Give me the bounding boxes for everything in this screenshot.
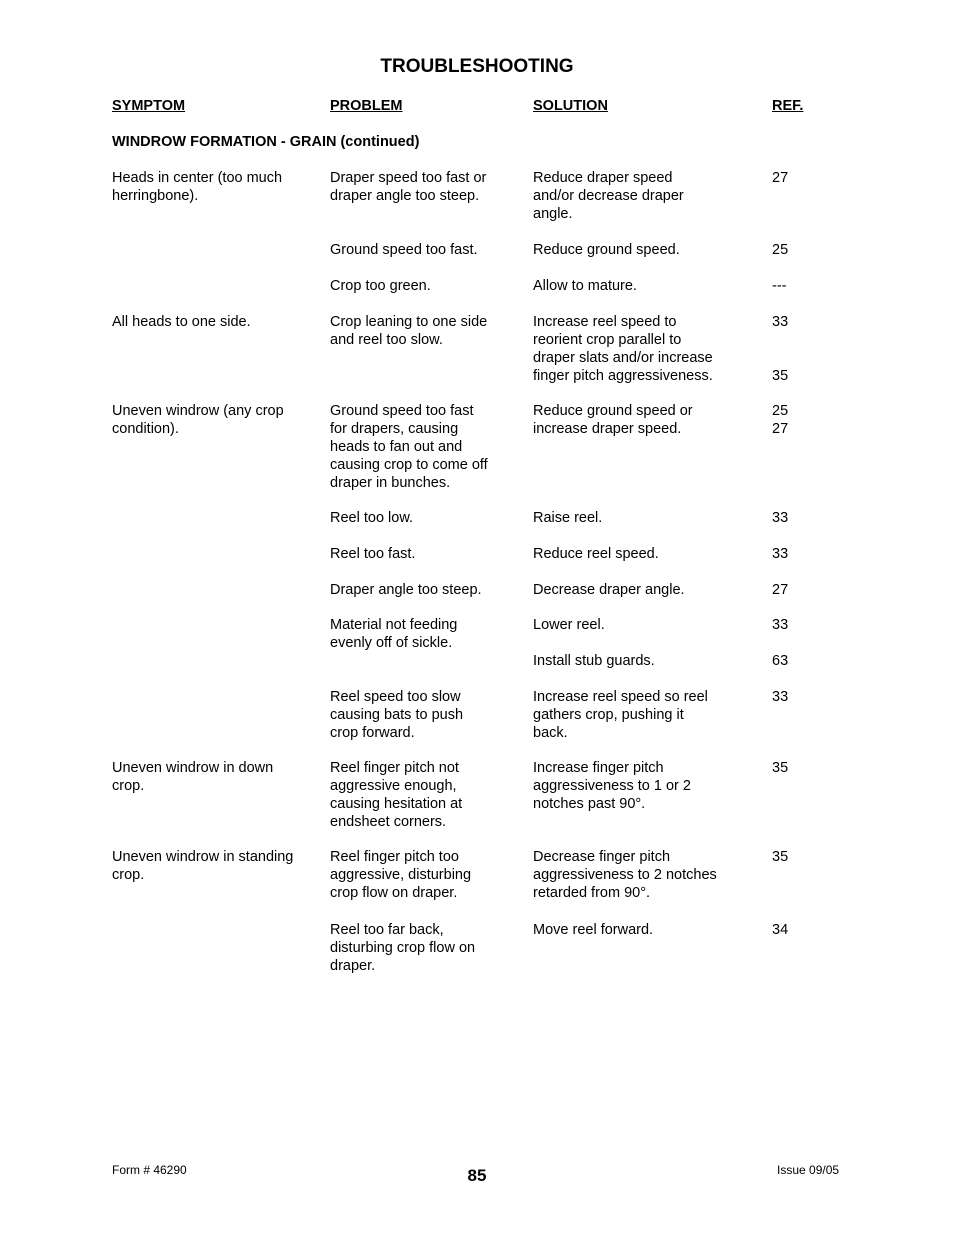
table-row: [0, 546, 954, 582]
table-row: [0, 314, 954, 403]
ref-cell: 33 35: [772, 314, 789, 384]
table-row: [0, 922, 954, 994]
solution-cell: Reduce ground speed or increase draper speed.: [533, 403, 693, 437]
table-row: [0, 582, 954, 617]
table-row: [0, 278, 954, 314]
ref-cell: 33: [772, 546, 789, 562]
solution-cell: Increase reel speed to reorient crop parallel to draper slats and/or increase finger pitch aggressiveness.: [533, 314, 713, 384]
problem-cell: Reel finger pitch not aggressive enough, causing hesitation at endsheet corners.: [330, 760, 463, 830]
problem-cell: Ground speed too fast.: [330, 242, 478, 258]
ref-cell: 25 27: [772, 403, 789, 437]
problem-cell: Reel too fast.: [330, 546, 416, 562]
solution-cell: Raise reel.: [533, 510, 603, 526]
solution-cell: Decrease draper angle.: [533, 582, 685, 598]
problem-cell: Draper angle too steep.: [330, 582, 482, 598]
table-row: [0, 403, 954, 510]
solution-cell: Allow to mature.: [533, 278, 637, 294]
solution-cell: Increase reel speed so reel gathers crop, pushing it back.: [533, 689, 708, 741]
problem-cell: Material not feeding evenly off of sickle.: [330, 617, 458, 651]
table-row: [0, 510, 954, 546]
symptom-cell: Heads in center (too much herringbone).: [112, 170, 283, 204]
table-row: [0, 170, 954, 242]
issue-date: Issue 09/05: [777, 1163, 840, 1177]
troubleshooting-table: [0, 170, 954, 994]
solution-cell: Increase finger pitch aggressiveness to 1 or 2 notches past 90°.: [533, 760, 691, 812]
problem-cell: Ground speed too fast for drapers, causing heads to fan out and causing crop to come off draper in bunches.: [330, 403, 488, 491]
ref-cell: 35: [772, 760, 789, 776]
table-row: [0, 689, 954, 760]
problem-cell: Draper speed too fast or draper angle too steep.: [330, 170, 487, 204]
ref-cell: 33: [772, 689, 789, 705]
solution-cell: Reduce draper speed and/or decrease draper angle.: [533, 170, 684, 222]
ref-cell: 27: [772, 582, 789, 598]
symptom-cell: Uneven windrow (any crop condition).: [112, 403, 284, 437]
solution-cell: Reduce ground speed.: [533, 242, 680, 258]
table-row: [0, 617, 954, 689]
problem-cell: Crop leaning to one side and reel too slow.: [330, 314, 488, 348]
section-heading: WINDROW FORMATION - GRAIN (continued): [112, 134, 420, 150]
ref-cell: 35: [772, 849, 789, 865]
page-title: TROUBLESHOOTING: [380, 56, 574, 77]
solution-cell: Reduce reel speed.: [533, 546, 659, 562]
solution-cell: Lower reel. Install stub guards.: [533, 617, 655, 669]
symptom-cell: Uneven windrow in standing crop.: [112, 849, 294, 883]
problem-cell: Reel speed too slow causing bats to push crop forward.: [330, 689, 464, 741]
problem-cell: Crop too green.: [330, 278, 431, 294]
symptom-cell: All heads to one side.: [112, 314, 251, 330]
column-header-solution: SOLUTION: [533, 98, 608, 114]
ref-cell: 33: [772, 510, 789, 526]
table-row: [0, 849, 954, 922]
problem-cell: Reel too far back, disturbing crop flow on draper.: [330, 922, 476, 974]
problem-cell: Reel too low.: [330, 510, 414, 526]
column-header-problem: PROBLEM: [330, 98, 403, 114]
form-number: Form # 46290: [112, 1163, 187, 1177]
solution-cell: Move reel forward.: [533, 922, 654, 938]
table-row: [0, 242, 954, 278]
symptom-cell: Uneven windrow in down crop.: [112, 760, 274, 794]
ref-cell: 25: [772, 242, 789, 258]
solution-cell: Decrease finger pitch aggressiveness to 2 notches retarded from 90°.: [533, 849, 717, 901]
page-number: 85: [467, 1166, 487, 1185]
ref-cell: 33 63: [772, 617, 789, 669]
column-header-ref: REF.: [772, 98, 804, 114]
ref-cell: 34: [772, 922, 789, 938]
table-row: [0, 760, 954, 849]
problem-cell: Reel finger pitch too aggressive, disturbing crop flow on draper.: [330, 849, 472, 901]
column-header-symptom: SYMPTOM: [112, 98, 186, 114]
ref-cell: ---: [772, 278, 787, 294]
ref-cell: 27: [772, 170, 789, 186]
